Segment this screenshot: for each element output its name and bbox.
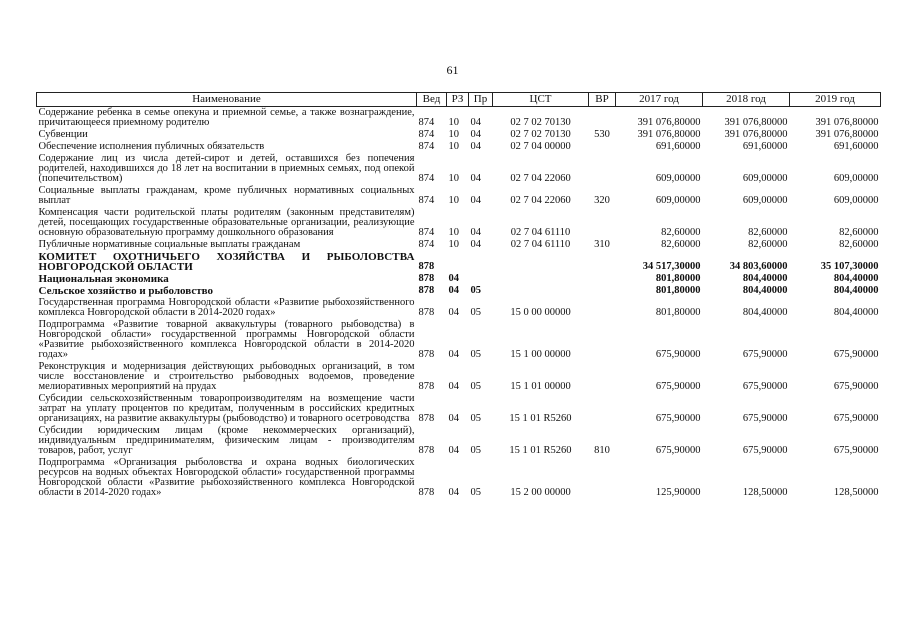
cell-name: Публичные нормативные социальные выплаты гражданам	[38, 239, 301, 250]
cell-y2019: 609,00000	[833, 195, 879, 206]
cell-y2017: 801,80000	[655, 273, 701, 284]
cell-vr	[589, 141, 616, 153]
cell-cst: 15 0 00 00000	[510, 307, 571, 318]
cell-ved: 878	[418, 445, 435, 456]
cell-vr	[589, 153, 616, 185]
header-cst: ЦСТ	[493, 93, 589, 107]
cell-ved: 878	[418, 261, 435, 272]
cell-y2018: 675,90000	[742, 413, 788, 424]
cell-pr: 05	[470, 307, 481, 318]
cell-rz: 04	[448, 487, 459, 498]
cell-y2018: 804,40000	[742, 285, 788, 296]
cell-y2018: 82,60000	[748, 227, 788, 238]
table-row	[37, 153, 881, 185]
cell-vr	[589, 107, 616, 130]
cell-y2017: 609,00000	[655, 173, 701, 184]
table-row	[37, 207, 881, 239]
cell-name: Обеспечение исполнения публичных обязательств	[38, 141, 265, 152]
cell-cst: 02 7 04 22060	[510, 195, 571, 206]
cell-y2017: 675,90000	[655, 349, 701, 360]
cell-rz: 10	[448, 239, 459, 250]
cell-vr: 320	[594, 195, 610, 206]
table-row	[37, 457, 881, 499]
header-name: Наименование	[37, 93, 417, 107]
cell-rz: 04	[448, 285, 459, 296]
cell-y2019: 609,00000	[833, 173, 879, 184]
cell-y2019: 675,90000	[833, 413, 879, 424]
cell-name: Субсидии сельскохозяйственным товаропроизводителям на возмещение части затрат на уплату процентов по кредитам, полученным в российских кредитных организациях, на развитие аквакультуры (рыбоводство) и товарного осетроводства	[38, 393, 415, 424]
cell-ved: 878	[418, 349, 435, 360]
cell-rz: 10	[448, 195, 459, 206]
cell-y2018: 391 076,80000	[724, 129, 788, 140]
cell-ved: 878	[418, 487, 435, 498]
cell-rz: 10	[448, 117, 459, 128]
cell-y2017: 609,00000	[655, 195, 701, 206]
header-pr: Пр	[469, 93, 493, 107]
cell-vr	[589, 393, 616, 425]
cell-vr	[589, 251, 616, 273]
cell-pr: 05	[470, 381, 481, 392]
cell-cst: 02 7 04 00000	[510, 141, 571, 152]
table-row	[37, 297, 881, 319]
cell-name: Национальная экономика	[38, 273, 169, 285]
cell-name: Социальные выплаты гражданам, кроме публичных нормативных социальных выплат	[38, 185, 415, 206]
cell-cst	[493, 285, 589, 297]
table-row	[37, 107, 881, 130]
cell-rz: 04	[448, 381, 459, 392]
cell-pr: 04	[470, 129, 481, 140]
cell-y2018: 609,00000	[742, 173, 788, 184]
cell-vr	[589, 297, 616, 319]
cell-y2019: 675,90000	[833, 381, 879, 392]
cell-vr	[589, 207, 616, 239]
cell-pr	[469, 273, 493, 285]
cell-vr	[589, 273, 616, 285]
cell-vr: 530	[594, 129, 610, 140]
cell-name: Субвенции	[38, 129, 88, 140]
page-number: 61	[446, 63, 459, 77]
table-row	[37, 251, 881, 273]
cell-vr	[589, 361, 616, 393]
table-row	[37, 425, 881, 457]
cell-vr	[589, 285, 616, 297]
header-ved: Вед	[417, 93, 447, 107]
cell-y2017: 391 076,80000	[637, 117, 701, 128]
table-row	[37, 273, 881, 285]
cell-pr: 05	[470, 285, 481, 296]
cell-y2019: 804,40000	[833, 307, 879, 318]
cell-name: Субсидии юридическим лицам (кроме некоммерческих организаций), индивидуальным предпринимателям, физическим лицам - производителям товаров, работ, услуг	[38, 425, 415, 456]
cell-ved: 878	[418, 381, 435, 392]
cell-ved: 878	[418, 273, 435, 284]
cell-ved: 878	[418, 413, 435, 424]
header-2017: 2017 год	[616, 93, 703, 107]
cell-rz: 04	[448, 445, 459, 456]
table-row	[37, 393, 881, 425]
cell-cst: 15 2 00 00000	[510, 487, 571, 498]
cell-ved: 874	[418, 239, 435, 250]
cell-ved: 874	[418, 141, 435, 152]
cell-y2018: 804,40000	[742, 273, 788, 284]
cell-name: Компенсация части родительской платы родителям (законным представителям) детей, посещающих государственные образовательные организации, реализующие основную образовательную программу дошкольного образования	[38, 207, 415, 238]
cell-ved: 878	[418, 307, 435, 318]
cell-cst: 02 7 04 22060	[510, 173, 571, 184]
cell-rz: 10	[448, 141, 459, 152]
cell-rz: 04	[448, 413, 459, 424]
cell-y2018: 34 803,60000	[729, 261, 788, 272]
cell-cst: 15 1 01 R5260	[509, 413, 572, 424]
cell-vr	[589, 457, 616, 499]
cell-pr: 05	[470, 413, 481, 424]
table-row	[37, 239, 881, 251]
cell-y2018: 128,50000	[742, 487, 788, 498]
cell-name: Подпрограмма «Организация рыболовства и охрана водных биологических ресурсов на водных объектах Новгородской области» государственной программы Новгородской области «Развитие рыбохозяйственного комплекса Новгородской области в 2014-2020 годах»	[38, 457, 415, 498]
cell-vr	[589, 319, 616, 361]
cell-y2017: 675,90000	[655, 413, 701, 424]
cell-y2017: 691,60000	[655, 141, 701, 152]
cell-y2017: 391 076,80000	[637, 129, 701, 140]
cell-y2019: 35 107,30000	[820, 261, 879, 272]
cell-rz: 10	[448, 129, 459, 140]
cell-y2017: 34 517,30000	[642, 261, 701, 272]
cell-rz: 04	[448, 307, 459, 318]
table-row	[37, 285, 881, 297]
cell-ved: 874	[418, 173, 435, 184]
cell-pr: 05	[470, 487, 481, 498]
cell-name: Подпрограмма «Развитие товарной аквакультуры (товарного рыбоводства) в Новгородской области» государственной программы Новгородской области «Развитие рыбохозяйственного комплекса Новгородской области в 2014-2020 годах»	[38, 319, 415, 360]
cell-y2018: 391 076,80000	[724, 117, 788, 128]
table-row	[37, 319, 881, 361]
cell-y2019: 804,40000	[833, 273, 879, 284]
cell-cst: 02 7 04 61110	[510, 239, 571, 250]
cell-rz: 10	[448, 173, 459, 184]
cell-cst: 15 1 00 00000	[510, 349, 571, 360]
cell-y2019: 391 076,80000	[815, 129, 879, 140]
cell-name: КОМИТЕТ ОХОТНИЧЬЕГО ХОЗЯЙСТВА И РЫБОЛОВСТВА НОВГОРОДСКОЙ ОБЛАСТИ	[38, 251, 415, 273]
cell-ved: 874	[418, 129, 435, 140]
cell-y2019: 128,50000	[833, 487, 879, 498]
table-body	[37, 107, 881, 500]
cell-y2018: 675,90000	[742, 349, 788, 360]
header-2018: 2018 год	[703, 93, 790, 107]
cell-pr: 04	[470, 227, 481, 238]
cell-y2017: 675,90000	[655, 445, 701, 456]
cell-y2017: 82,60000	[661, 239, 701, 250]
table-row	[37, 361, 881, 393]
cell-pr: 04	[470, 195, 481, 206]
cell-cst: 15 1 01 00000	[510, 381, 571, 392]
cell-y2017: 675,90000	[655, 381, 701, 392]
cell-pr	[469, 251, 493, 273]
cell-vr: 810	[594, 445, 610, 456]
cell-pr: 05	[470, 349, 481, 360]
cell-name: Содержание лиц из числа детей-сирот и детей, оставшихся без попечения родителей, находившихся до 18 лет на воспитании в приемных семьях, под опекой (попечительством)	[38, 153, 415, 184]
cell-rz	[447, 251, 469, 273]
cell-pr: 04	[470, 173, 481, 184]
table-row	[37, 185, 881, 207]
cell-cst	[493, 273, 589, 285]
budget-table	[36, 92, 881, 499]
header-2019: 2019 год	[790, 93, 881, 107]
cell-y2017: 82,60000	[661, 227, 701, 238]
cell-cst: 02 7 04 61110	[510, 227, 571, 238]
cell-pr: 04	[470, 239, 481, 250]
header-vr: ВР	[589, 93, 616, 107]
cell-y2019: 675,90000	[833, 445, 879, 456]
cell-ved: 874	[418, 117, 435, 128]
cell-y2019: 82,60000	[839, 239, 879, 250]
cell-vr: 310	[594, 239, 610, 250]
cell-rz: 04	[448, 273, 459, 284]
cell-name: Государственная программа Новгородской области «Развитие рыбохозяйственного комплекса Новгородской области в 2014-2020 годах»	[38, 297, 415, 318]
cell-ved: 874	[418, 195, 435, 206]
table-row	[37, 129, 881, 141]
cell-cst: 15 1 01 R5260	[509, 445, 572, 456]
cell-y2018: 675,90000	[742, 381, 788, 392]
cell-name: Реконструкция и модернизация действующих рыбоводных организаций, в том числе восстановление и строительство рыбоводных водоемов, проведение мелиоративных мероприятий на прудах	[38, 361, 415, 392]
cell-y2019: 391 076,80000	[815, 117, 879, 128]
cell-y2018: 804,40000	[742, 307, 788, 318]
cell-y2018: 691,60000	[742, 141, 788, 152]
cell-name: Содержание ребенка в семье опекуна и приемной семье, а также вознаграждение, причитающееся приемному родителю	[38, 107, 415, 128]
cell-y2018: 675,90000	[742, 445, 788, 456]
table-row	[37, 141, 881, 153]
cell-ved: 874	[418, 227, 435, 238]
cell-y2019: 82,60000	[839, 227, 879, 238]
cell-y2019: 691,60000	[833, 141, 879, 152]
cell-rz: 04	[448, 349, 459, 360]
cell-y2017: 801,80000	[655, 307, 701, 318]
cell-pr: 04	[470, 141, 481, 152]
cell-y2019: 804,40000	[833, 285, 879, 296]
cell-pr: 04	[470, 117, 481, 128]
cell-name: Сельское хозяйство и рыболовство	[38, 285, 213, 297]
cell-cst	[493, 251, 589, 273]
cell-y2018: 609,00000	[742, 195, 788, 206]
cell-y2019: 675,90000	[833, 349, 879, 360]
header-rz: РЗ	[447, 93, 469, 107]
cell-rz: 10	[448, 227, 459, 238]
cell-y2018: 82,60000	[748, 239, 788, 250]
cell-pr: 05	[470, 445, 481, 456]
cell-cst: 02 7 02 70130	[510, 129, 571, 140]
cell-cst: 02 7 02 70130	[510, 117, 571, 128]
cell-y2017: 125,90000	[655, 487, 701, 498]
cell-y2017: 801,80000	[655, 285, 701, 296]
cell-ved: 878	[418, 285, 435, 296]
table-header	[37, 93, 881, 107]
